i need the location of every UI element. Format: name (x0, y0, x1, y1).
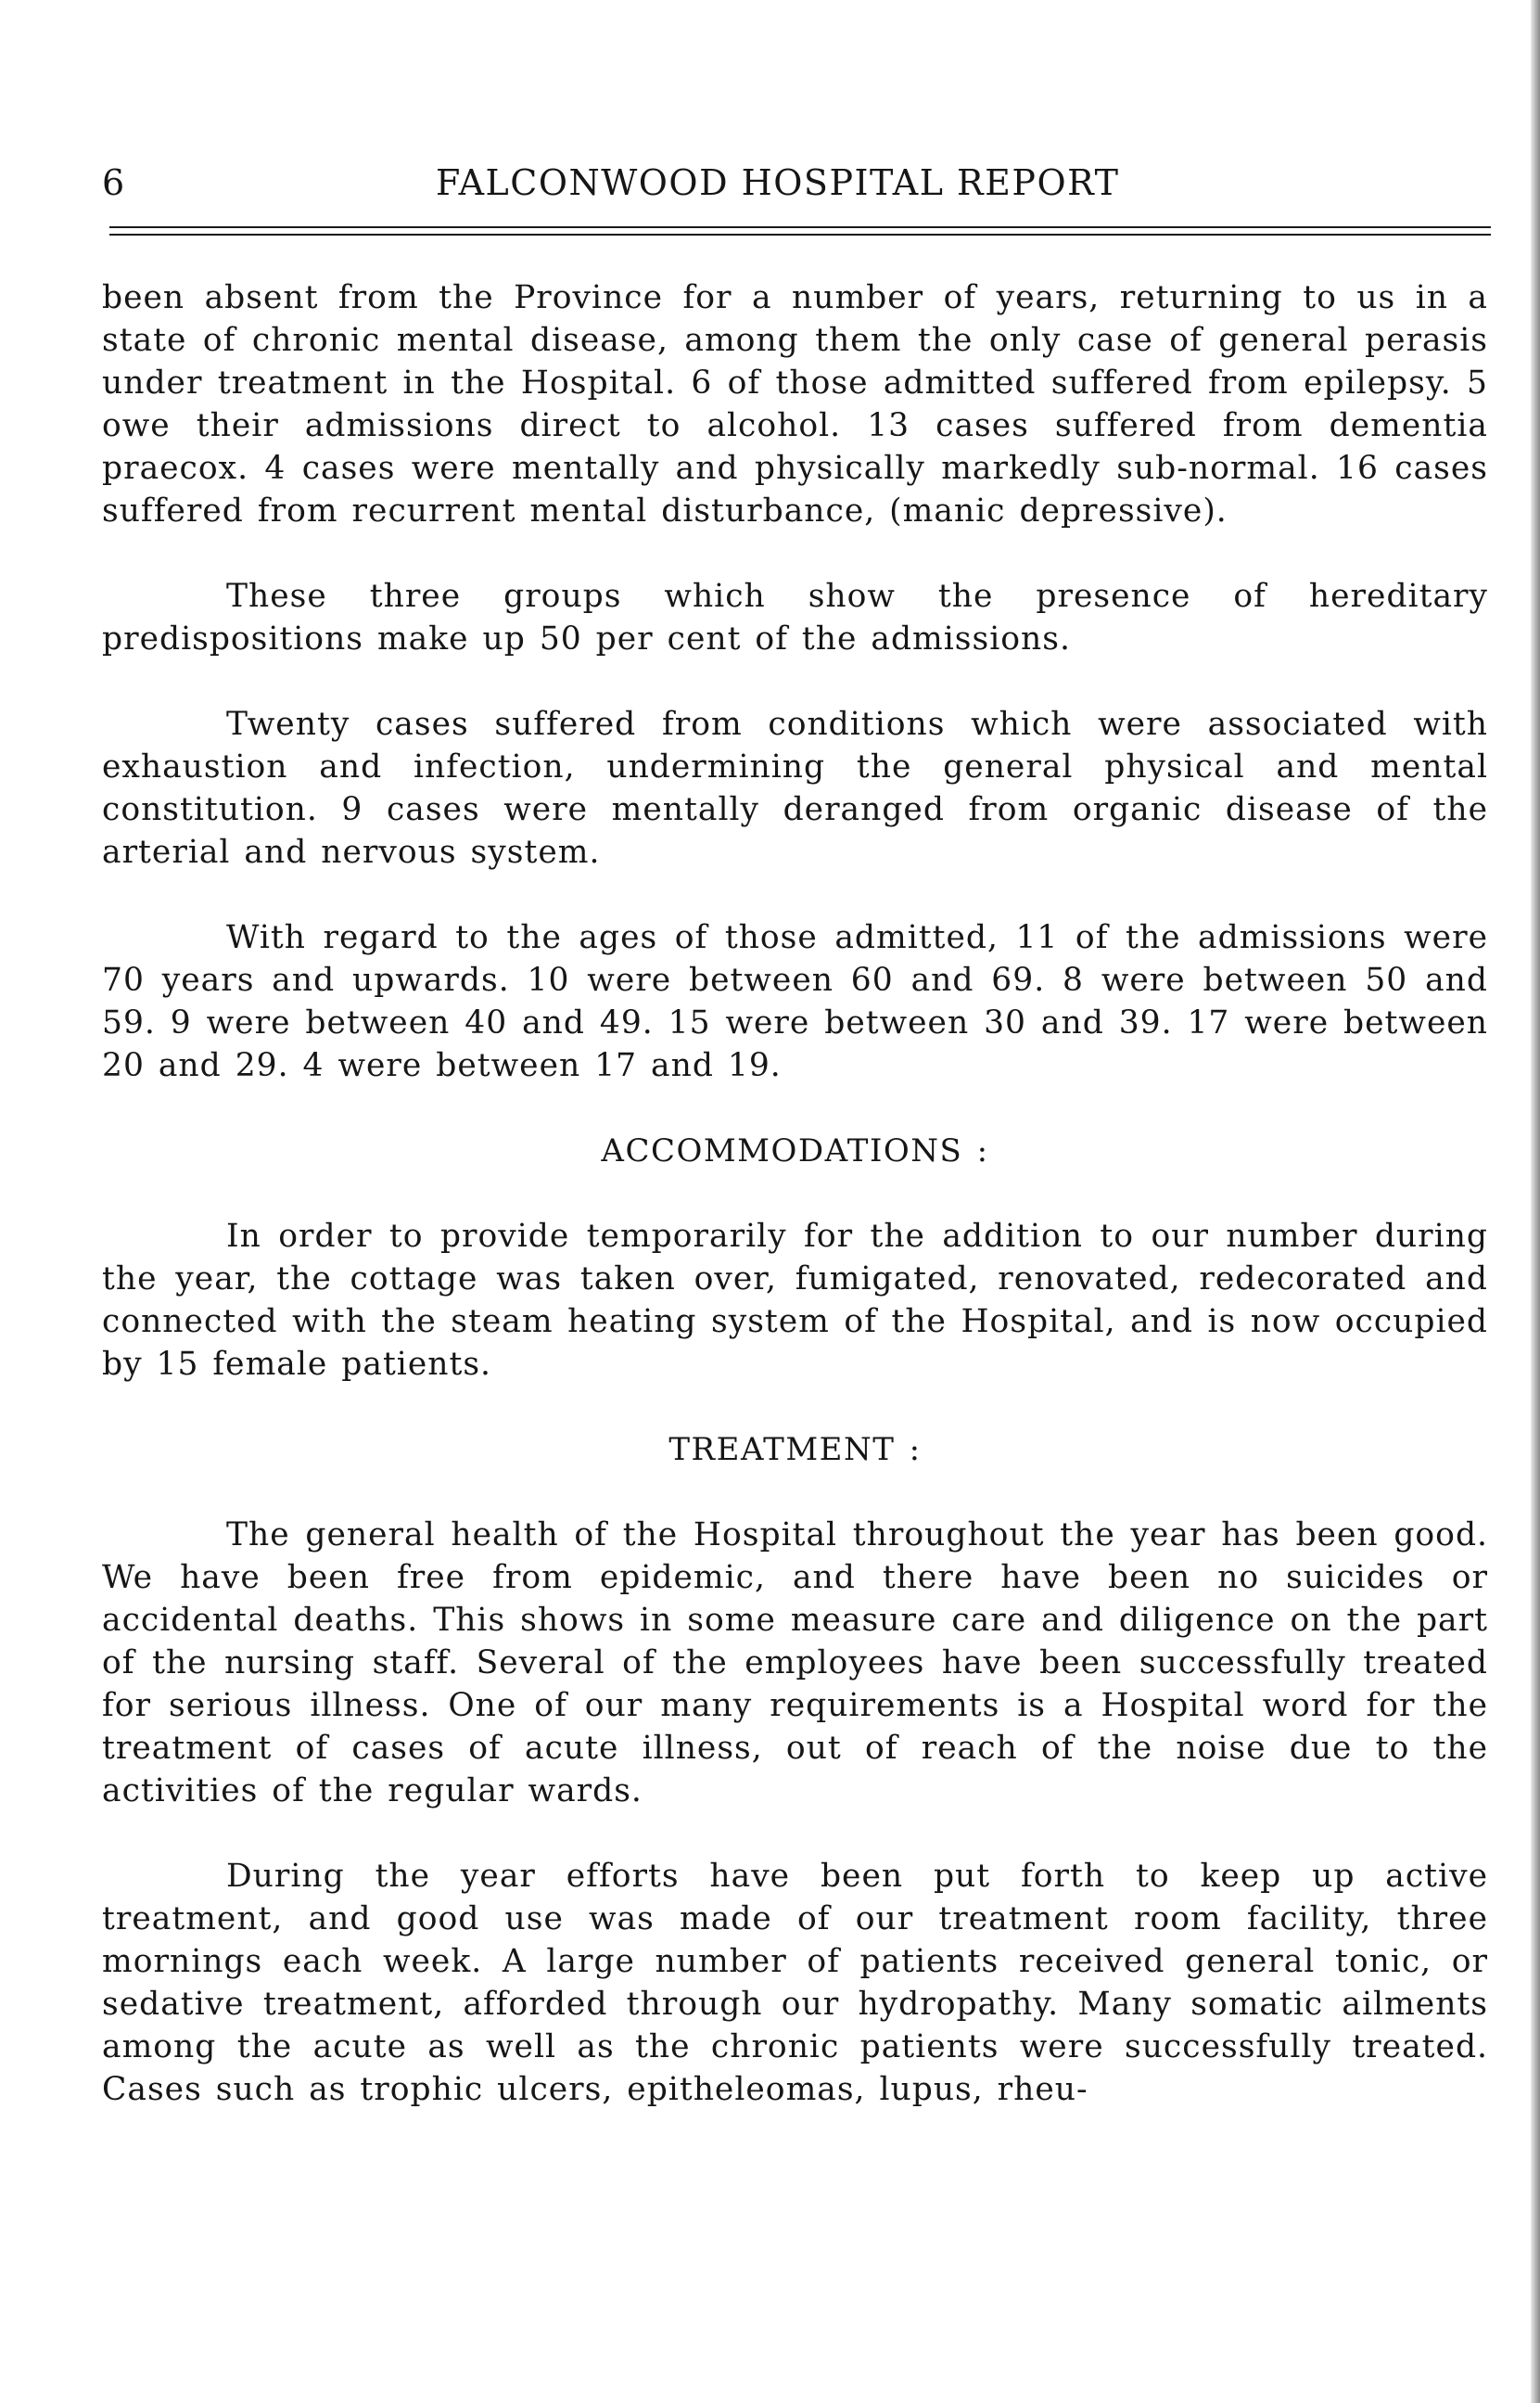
header-rule-bottom (109, 234, 1491, 236)
header-rule-top (109, 226, 1491, 228)
paragraph-ages: With regard to the ages of those admitted, 11 of the admissions were 70 years and upwards. 10 were between 60 and 69. 8 were between 50 and 59. 9 were between 40 and 49. 15 were between 30 and 39. 17 were between 20 and 29. 4 were between 17 and 19. (102, 919, 1488, 1084)
paragraph-continued: been absent from the Province for a number of years, returning to us in a state of chronic mental disease, among them the only case of general perasis under treatment in the Hospital. 6 of those admitted suffered from epilepsy. 5 owe their admissions direct to alcohol. 13 cases suffered from dementia praecox. 4 cases were mentally and physically markedly sub-normal. 16 cases suffered from recurrent mental disturbance, (manic depressive). (102, 279, 1488, 530)
paragraph-general-health: The general health of the Hospital throughout the year has been good. We have been free from epidemic, and there have been no suicides or accidental deaths. This shows in some measure care and diligence on the part of the nursing staff. Several of the employees have been successfully treated for serious illness. One of our many requirements is a Hospital word for the treatment of cases of acute illness, out of reach of the noise due to the activities of the regular wards. (102, 1516, 1488, 1809)
paragraph-exhaustion: Twenty cases suffered from conditions which were associated with exhaustion and infection, undermining the general physical and mental constitution. 9 cases were mentally deranged from organic disease of the arterial and nervous system. (102, 706, 1488, 871)
heading-treatment: TREATMENT : (668, 1431, 922, 1468)
page-number: 6 (102, 162, 125, 203)
paragraph-accommodations: In order to provide temporarily for the addition to our number during the year, the cottage was taken over, fumigated, renovated, redecorated and connected with the steam heating system of the Hospital, and is now occupied by 15 female patients. (102, 1218, 1488, 1383)
paragraph-hereditary: These three groups which show the presence of hereditary predispositions make up 50 per cent of the admissions. (102, 578, 1488, 658)
heading-accommodations: ACCOMMODATIONS : (601, 1132, 989, 1170)
page-header (102, 160, 1493, 206)
page-edge-shadow (1531, 0, 1540, 2403)
running-title: FALCONWOOD HOSPITAL REPORT (436, 162, 1120, 203)
body-text (102, 276, 1488, 2154)
paragraph-active-treatment: During the year efforts have been put forth to keep up active treatment, and good use was made of our treatment room facility, three mornings each week. A large number of patients received general tonic, or sedative treatment, afforded through our hydropathy. Many somatic ailments among the acute as well as the chronic patients were successfully treated. Cases such as trophic ulcers, epitheleomas, lupus, rheu- (102, 1858, 1488, 2108)
